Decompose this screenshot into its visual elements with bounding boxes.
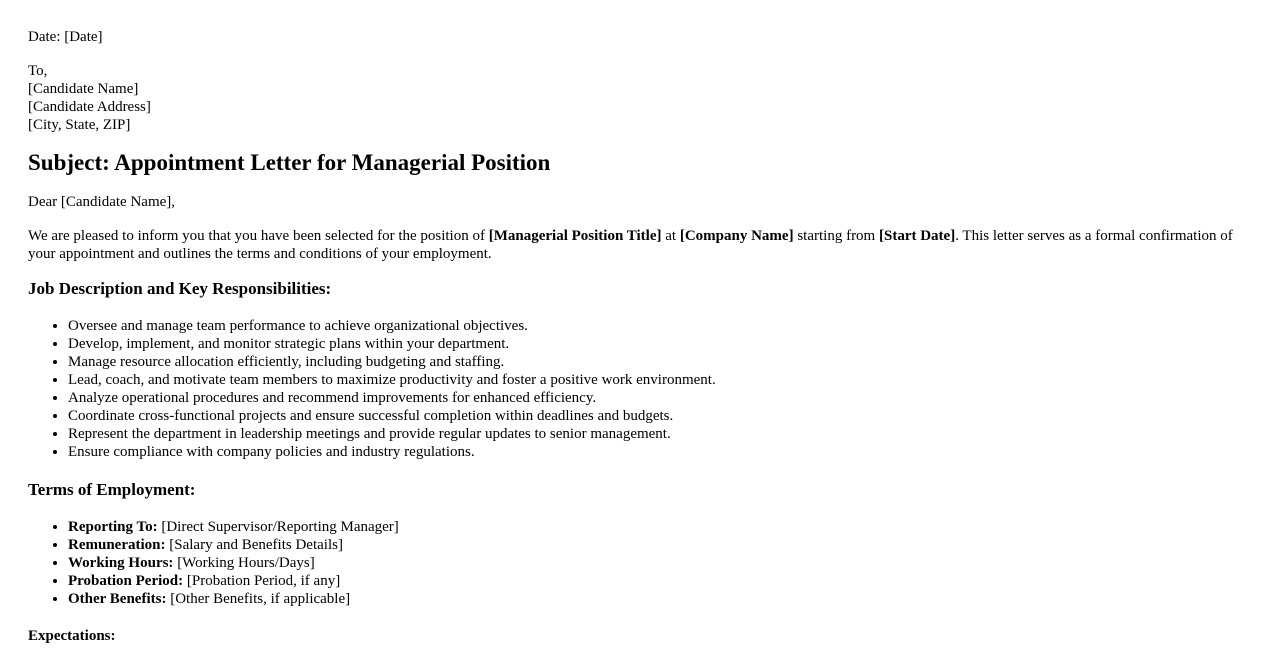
intro-paragraph xyxy=(28,227,1250,263)
recipient-city: [City, State, ZIP] xyxy=(28,117,131,133)
date-line: Date: [Date] xyxy=(28,29,103,45)
list-item: • Analyze operational procedures and recommend improvements for enhanced efficiency. xyxy=(68,389,1250,407)
list-item: • Oversee and manage team performance to achieve organizational objectives. xyxy=(68,317,1250,335)
term-value: [Direct Supervisor/Reporting Manager] xyxy=(157,519,399,535)
terms-heading: Terms of Employment: xyxy=(28,480,196,499)
intro-text-4: . This letter serves as a formal confirmation of your appointment and outlines the terms and conditions of your employment. xyxy=(28,228,1233,262)
term-probation-period xyxy=(68,572,1250,590)
term-value: [Working Hours/Days] xyxy=(173,555,315,571)
intro-text-3: starting from xyxy=(793,228,879,244)
subject-heading: Subject: Appointment Letter for Managerial Position xyxy=(28,150,551,175)
responsibilities-list xyxy=(28,317,1250,461)
recipient-address xyxy=(28,62,1250,134)
term-label: Reporting To: xyxy=(68,519,158,535)
term-other-benefits xyxy=(68,590,1250,608)
term-value: [Other Benefits, if applicable] xyxy=(166,591,351,607)
responsibilities-heading: Job Description and Key Responsibilities: xyxy=(28,279,332,298)
greeting: Dear [Candidate Name], xyxy=(28,194,176,210)
recipient-street-address: [Candidate Address] xyxy=(28,99,151,115)
start-date: [Start Date] xyxy=(878,228,956,244)
term-label: Remuneration: xyxy=(68,537,166,553)
term-value: [Probation Period, if any] xyxy=(183,573,341,589)
term-value: [Salary and Benefits Details] xyxy=(165,537,343,553)
term-reporting-to xyxy=(68,518,1250,536)
list-item: • Represent the department in leadership meetings and provide regular updates to senior management. xyxy=(68,425,1250,443)
list-item: • Coordinate cross-functional projects and ensure successful completion within deadlines and budgets. xyxy=(68,407,1250,425)
list-item: • Lead, coach, and motivate team members to maximize productivity and foster a positive work environment. xyxy=(68,371,1250,389)
intro-text-1: We are pleased to inform you that you have been selected for the position of xyxy=(28,228,489,244)
term-working-hours xyxy=(68,554,1250,572)
term-label: Other Benefits: xyxy=(68,591,167,607)
list-item: • Ensure compliance with company policies and industry regulations. xyxy=(68,443,1250,461)
position-title: [Managerial Position Title] xyxy=(488,228,662,244)
list-item: • Develop, implement, and monitor strategic plans within your department. xyxy=(68,335,1250,353)
to-label: To, xyxy=(28,63,48,79)
company-name: [Company Name] xyxy=(679,228,794,244)
term-label: Working Hours: xyxy=(68,555,174,571)
term-remuneration xyxy=(68,536,1250,554)
intro-text-2: at xyxy=(661,228,680,244)
recipient-name: [Candidate Name] xyxy=(28,81,139,97)
expectations-heading: Expectations: xyxy=(28,628,116,644)
list-item: • Manage resource allocation efficiently, including budgeting and staffing. xyxy=(68,353,1250,371)
terms-list xyxy=(28,518,1250,608)
term-label: Probation Period: xyxy=(68,573,184,589)
